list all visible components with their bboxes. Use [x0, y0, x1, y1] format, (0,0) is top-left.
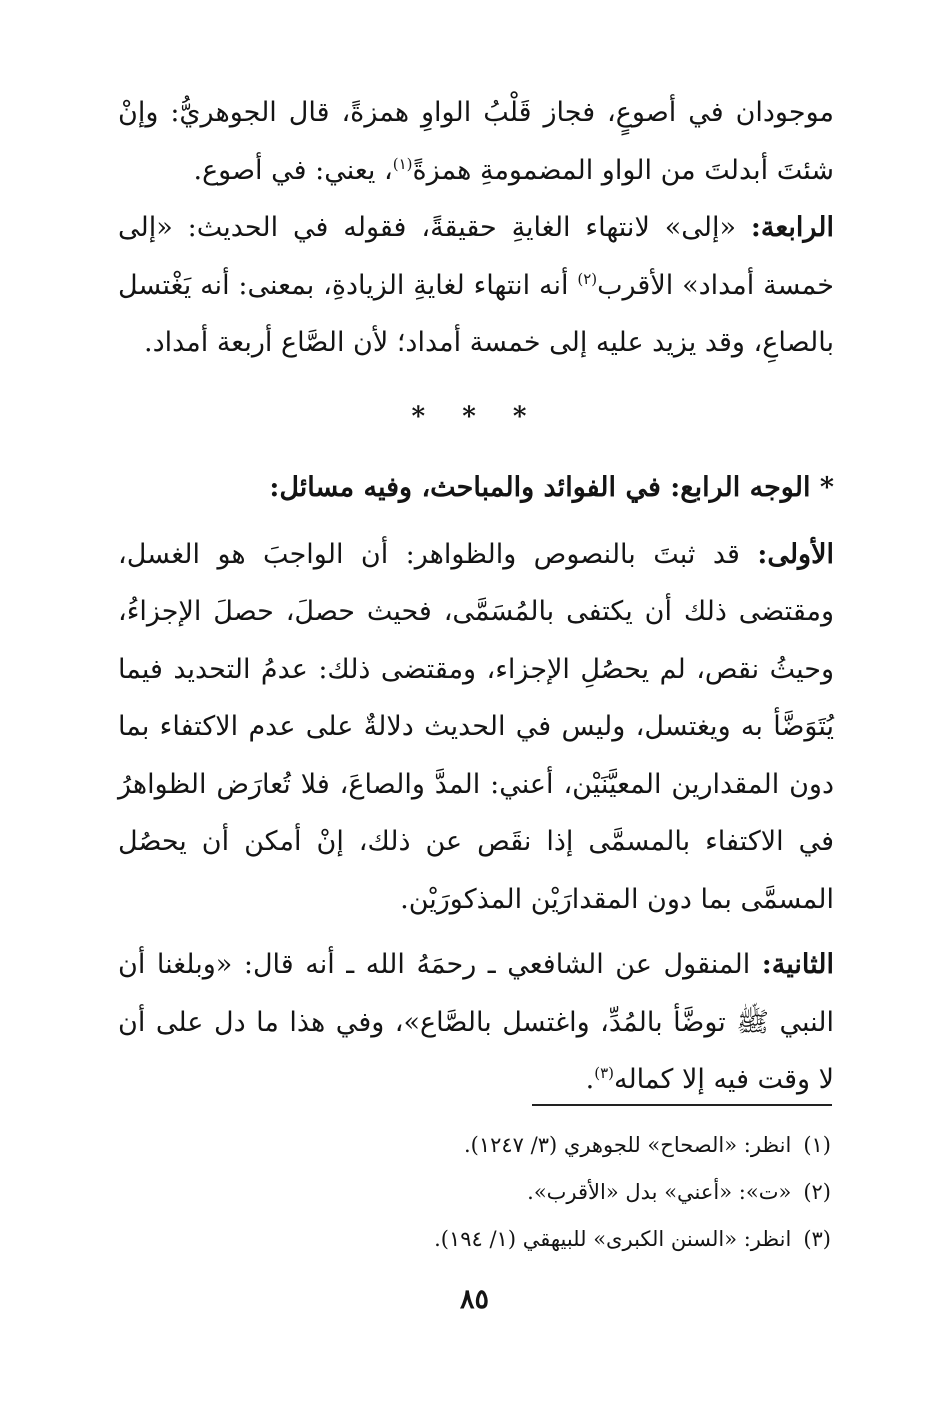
page-body	[118, 84, 834, 1109]
footnote-item	[200, 1122, 831, 1169]
paragraph-text: المنقول عن الشافعي ـ رحمَهُ الله ـ أنه قال: «وبلغنا أن النبي ﷺ توضَّأ بالمُدِّ، واغتسل بالصَّاع»، وفي هذا ما دل على أن لا وقت فيه إلا كماله	[118, 949, 834, 1095]
footnote-item	[200, 1216, 831, 1263]
footnote-ref-3[interactable]: (٣)	[594, 1064, 614, 1082]
section-heading: * الوجه الرابع: في الفوائد والمباحث، وفيه مسائل:	[269, 471, 834, 503]
footnote-divider	[532, 1104, 832, 1106]
paragraph-gap	[118, 928, 834, 936]
paragraph-tail: .	[585, 1064, 595, 1095]
footnote-number: (١)	[803, 1133, 831, 1157]
paragraph-text: موجودان في أصوعٍ، فجاز قَلْبُ الواوِ همزةً، قال الجوهريُّ: وإنْ شئتَ أبدلتَ من الواو المضمومةِ همزةً	[118, 97, 834, 186]
paragraph-text: «إلى» لانتهاء الغايةِ حقيقةً، فقوله في الحديث: «إلى خمسة أمداد» الأقرب	[118, 212, 834, 301]
footnote-number: (٣)	[803, 1227, 831, 1251]
footnote-number: (٢)	[803, 1180, 831, 1204]
paragraph-first-issue	[118, 526, 834, 929]
page-number: ٨٥	[459, 1284, 489, 1315]
paragraph-text: قد ثبتَ بالنصوص والظواهر: أن الواجبَ هو الغسل، ومقتضى ذلك أن يكتفى بالمُسَمَّى، فحيث حصلَ، حصلَ الإجزاءُ، وحيثُ نقص، لم يحصُلِ الإجزاء، ومقتضى ذلك: عدمُ التحديد فيما يُتَوَضَّأ به ويغتسل، وليس في الحديث دلالةٌ على عدم الاكتفاء بما دون المقدارين المعيَّنَيْن، أعني: المدَّ والصاعَ، فلا تُعارَض الظواهرُ في الاكتفاء بالمسمَّى إذا نقَص عن ذلك، إنْ أمكن أن يحصُل المسمَّى بما دون المقدارَيْن المذكورَيْن.	[118, 538, 834, 915]
paragraph-fourth	[118, 199, 834, 372]
paragraph-lead: الأولى:	[757, 538, 834, 570]
paragraph-lead: الرابعة:	[750, 212, 834, 243]
paragraph-second-issue	[118, 936, 834, 1109]
footnote-text: انظر: «السنن الكبرى» للبيهقي (١/ ١٩٤).	[434, 1227, 792, 1251]
footnote-ref-2[interactable]: (٢)	[577, 269, 598, 288]
paragraph-lead: الثانية:	[761, 949, 834, 980]
footnote-item	[200, 1169, 831, 1216]
footnote-text: «ت»: «أعني» بدل «الأقرب».	[527, 1180, 792, 1204]
paragraph-tail: ، يعني: في أصوع.	[193, 154, 393, 186]
footnote-ref-1[interactable]: (١)	[392, 154, 413, 173]
paragraph-continuation	[118, 84, 834, 199]
paragraph-tail: أنه انتهاء لغايةِ الزيادةِ، بمعنى: أنه يَغْتسل بالصاعِ، وقد يزيد عليه إلى خمسة أمداد؛ لأن الصَّاع أربعة أمداد.	[118, 269, 834, 358]
footnotes	[200, 1122, 831, 1263]
footnote-text: انظر: «الصحاح» للجوهري (٣/ ١٢٤٧).	[463, 1133, 792, 1157]
section-separator: * * *	[411, 401, 541, 432]
